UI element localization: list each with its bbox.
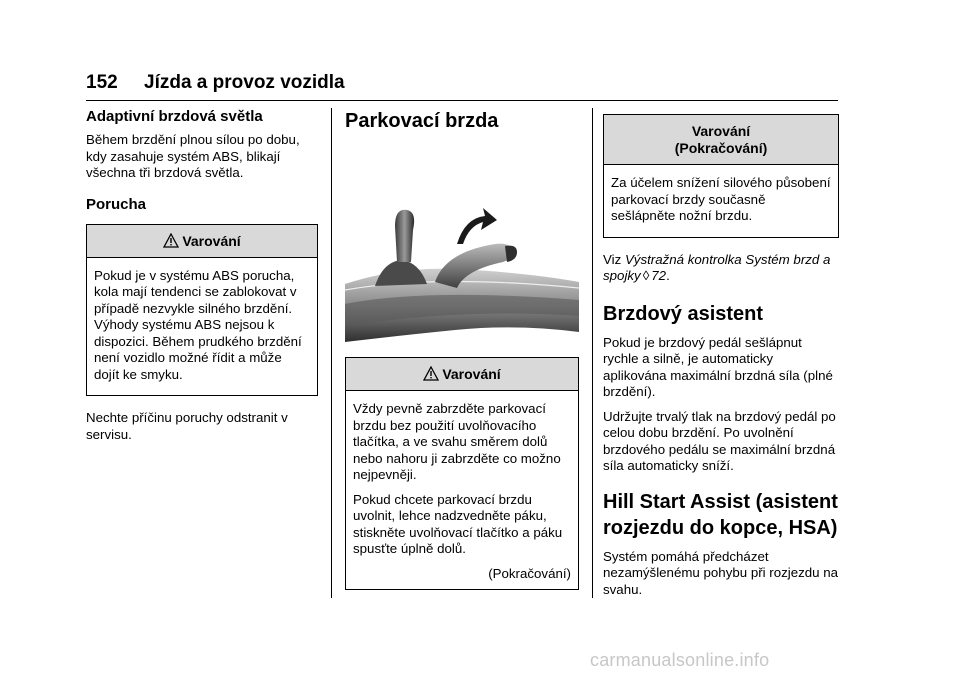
parking-brake-lever-image bbox=[345, 204, 579, 342]
warning-triangle-icon bbox=[163, 233, 179, 248]
warning-header bbox=[604, 115, 838, 165]
page-header bbox=[86, 68, 838, 101]
page-number: 152 bbox=[86, 72, 118, 93]
brake-assist-text-1: Pokud je brzdový pedál sešlápnut rychle a silně, je automaticky aplikována maximální brzdná síla (plné brzdění). bbox=[603, 334, 833, 399]
heading-parking-brake: Parkovací brzda bbox=[345, 110, 499, 132]
heading-hill-start-assist: Hill Start Assist (asistent rozjezdu do kopce, HSA) bbox=[603, 490, 838, 539]
warning-body bbox=[87, 258, 317, 396]
column-divider-1 bbox=[331, 108, 332, 598]
heading-fault: Porucha bbox=[86, 195, 147, 213]
page-ref-arrow-icon: ◊ bbox=[642, 268, 650, 283]
warning-title: Varování bbox=[182, 232, 241, 249]
warning-body bbox=[604, 165, 838, 237]
warning-title: Varování bbox=[691, 123, 751, 139]
warning-header bbox=[346, 358, 578, 391]
watermark: carmanualsonline.info bbox=[590, 650, 770, 670]
warning-title: Varování bbox=[442, 366, 501, 382]
warning-triangle-icon bbox=[423, 366, 439, 381]
reference-link[interactable]: Výstražná kontrolka Systém brzd a spojky bbox=[603, 251, 831, 283]
hill-start-assist-text: Systém pomáhá předcházet nezamýšlenému pohybu při rozjezdu na svahu. bbox=[603, 548, 839, 597]
warning-text-2: Pokud chcete parkovací brzdu uvolnit, lehce nadzvedněte páku, stiskněte uvolňovací tlačítko a páku spusťte úplně dolů. bbox=[353, 491, 563, 556]
warning-box-continued bbox=[603, 114, 839, 238]
warning-header bbox=[87, 225, 317, 258]
brake-assist-text-2: Udržujte trvalý tlak na brzdový pedál po celou dobu brzdění. Po uvolnění brzdového pedálu se maximální brzdná síla automaticky sníží. bbox=[603, 408, 836, 473]
warning-text: Za účelem snížení silového působení parkovací brzdy současně sešlápněte nožní brzdu. bbox=[611, 175, 831, 223]
heading-adaptive-brake-lights: Adaptivní brzdová světla bbox=[86, 108, 263, 125]
column-2 bbox=[345, 108, 579, 604]
page-title: Jízda a provoz vozidla bbox=[144, 72, 345, 93]
warning-text-1: Vždy pevně zabrzděte parkovací brzdu bez použití uvolňovacího tlačítka, a ve svahu směrem dolů nebo nahoru ji zabrzděte co možno nejpevněji. bbox=[353, 401, 561, 482]
fault-service-text: Nechte příčinu poruchy odstranit v servisu. bbox=[86, 410, 288, 442]
warning-title-continued: (Pokračování) bbox=[674, 140, 768, 156]
column-1 bbox=[86, 108, 318, 451]
column-3 bbox=[603, 108, 839, 606]
warning-box-abs bbox=[86, 224, 318, 397]
parking-brake-illustration bbox=[345, 204, 579, 347]
warning-box-parking-brake bbox=[345, 357, 579, 590]
continued-label: (Pokračování) bbox=[488, 565, 571, 581]
warning-body bbox=[346, 391, 578, 589]
column-divider-2 bbox=[592, 108, 593, 598]
warning-text: Pokud je v systému ABS porucha, kola mají tendenci se zablokovat v případě nezvykle silného brzdění. Výhody systému ABS nejsou k dispozici. Během prudkého brzdění není vozidlo možné řídit a může dojít ke smyku. bbox=[94, 267, 302, 382]
reference-page[interactable]: 72 bbox=[651, 268, 667, 283]
reference-prefix: Viz bbox=[603, 251, 625, 267]
heading-brake-assist: Brzdový asistent bbox=[603, 302, 764, 325]
reference-paragraph bbox=[603, 252, 839, 285]
reference-suffix: . bbox=[666, 268, 670, 283]
adaptive-brake-lights-text: Během brzdění plnou sílou po dobu, kdy zasahuje systém ABS, blikají všechna tři brzdová světla. bbox=[86, 132, 300, 180]
